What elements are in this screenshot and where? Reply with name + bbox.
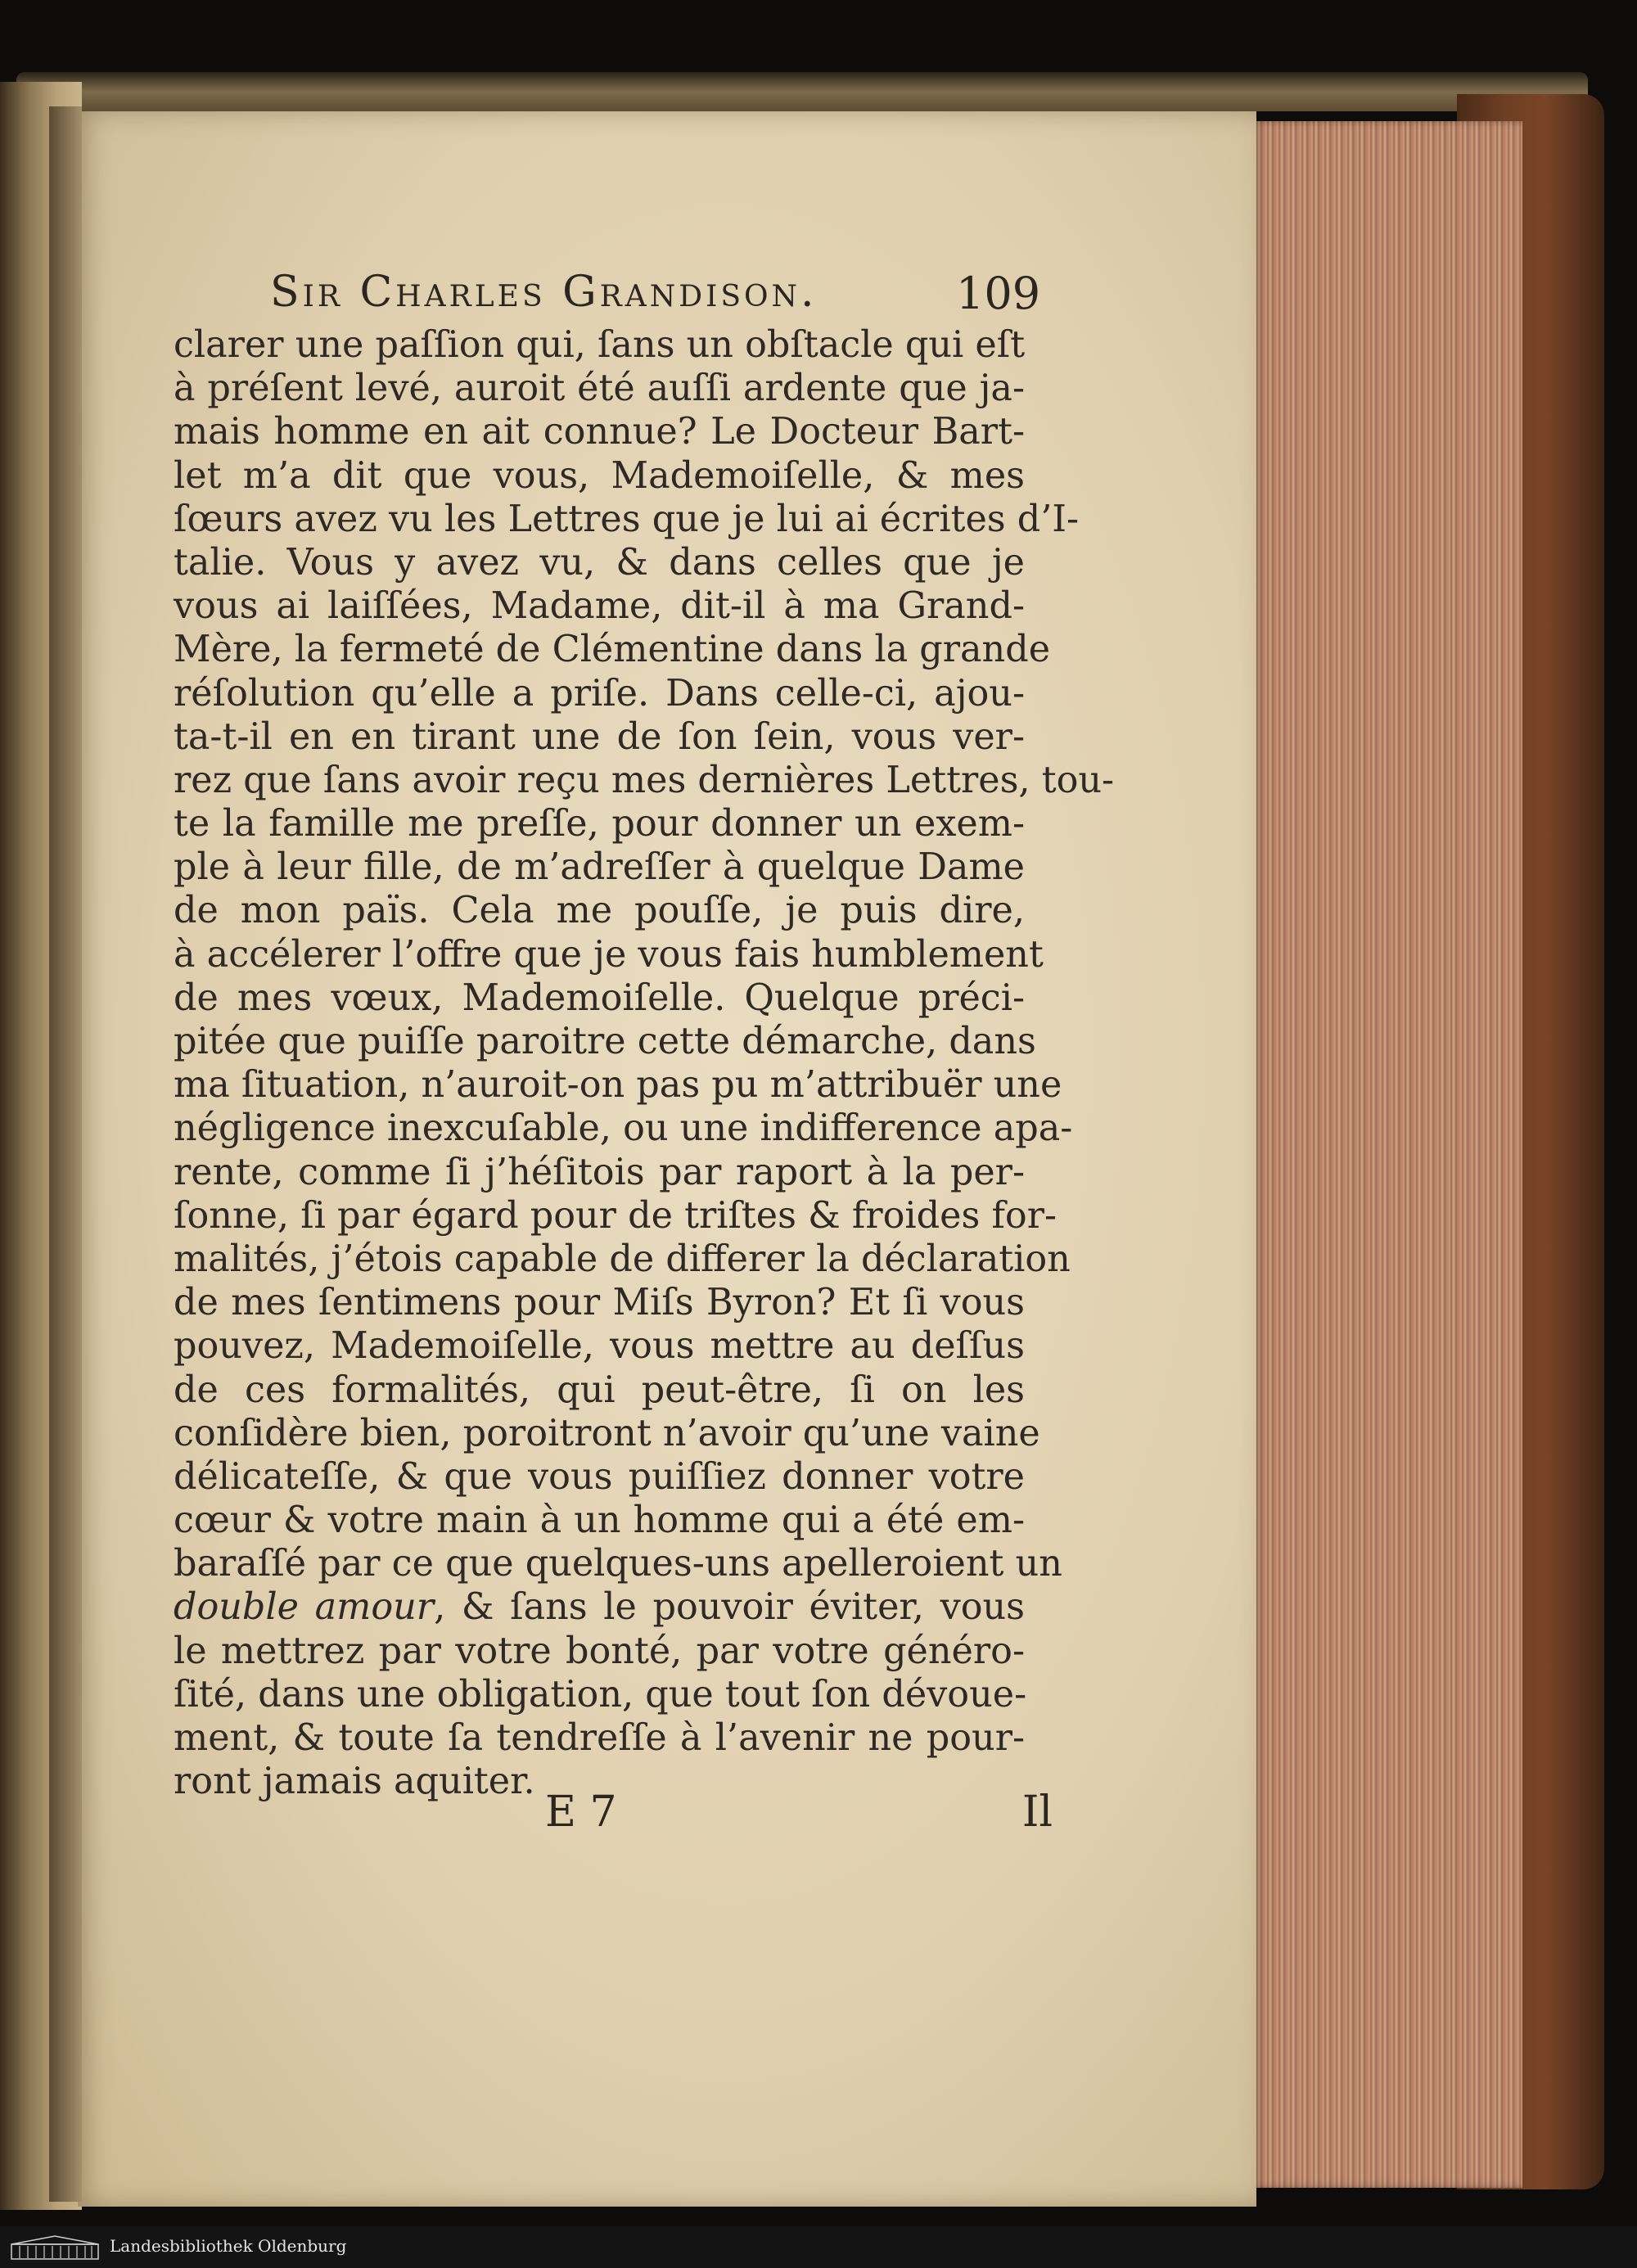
- text-line: à préſent levé, auroit été auſſi ardente que ja-: [174, 367, 1025, 410]
- library-building-icon: [10, 2234, 100, 2261]
- text-line: malités, j’étois capable de differer la déclaration: [174, 1238, 1071, 1280]
- text-line: rente, comme ſi j’héſitois par raport à la per-: [174, 1151, 1025, 1193]
- text-line: Mère, la fermeté de Clémentine dans la grande: [174, 629, 1051, 671]
- text-line: conſidère bien, poroitront n’avoir qu’une vaine: [174, 1412, 1040, 1454]
- text-line: pitée que puiſſe paroitre cette démarche, dans: [174, 1021, 1036, 1062]
- text-line-rest: , & ſans le pouvoir éviter, vous: [434, 1586, 1025, 1629]
- text-line: de mes ſentimens pour Miſs Byron? Et ſi vous: [174, 1282, 1025, 1324]
- text-line: ront jamais aquiter.: [174, 1761, 535, 1803]
- footer-bar: [0, 2226, 1637, 2268]
- book-top-edge: [16, 72, 1588, 111]
- text-line: de mes vœux, Mademoiſelle. Quelque préci-: [174, 976, 1025, 1019]
- library-name: Landesbibliothek Oldenburg: [110, 2236, 347, 2256]
- text-line: clarer une paſſion qui, ſans un obſtacle qui eſt: [174, 324, 1026, 366]
- page-fore-edge: [1252, 121, 1522, 2188]
- text-line: de mon païs. Cela me pouſſe, je puis dire,: [174, 890, 1025, 932]
- text-line: rez que ſans avoir reçu mes dernières Lettres, tou-: [174, 759, 1115, 801]
- text-line: de ces formalités, qui peut-être, ſi on les: [174, 1368, 1025, 1411]
- signature-mark: E 7: [545, 1788, 617, 1837]
- text-line: ſité, dans une obligation, que tout ſon dévoue-: [174, 1673, 1027, 1716]
- text-line: pouvez, Mademoiſelle, vous mettre au deſſus: [174, 1325, 1025, 1368]
- text-line: talie. Vous y avez vu, & dans celles que je: [174, 541, 1025, 584]
- catchword: Il: [1021, 1788, 1053, 1837]
- body-text: [174, 323, 1115, 1803]
- text-line: mais homme en ait connue? Le Docteur Bart-: [174, 411, 1025, 453]
- running-head: Sir Charles Grandison.: [270, 268, 818, 317]
- text-line: ple à leur fille, de m’adreſſer à quelque Dame: [174, 846, 1025, 889]
- text-line: ſœurs avez vu les Lettres que je lui ai écrites d’I-: [174, 498, 1080, 540]
- text-line: à accélerer l’offre que je vous fais humblement: [174, 933, 1044, 976]
- text-line: ma ſituation, n’auroit-on pas pu m’attribuër une: [174, 1064, 1062, 1107]
- text-line: ment, & toute ſa tendreſſe à l’avenir ne pour-: [174, 1717, 1025, 1759]
- text-line: négligence inexcuſable, ou une indifference apa-: [174, 1107, 1073, 1150]
- text-line: ſonne, ſi par égard pour de triſtes & froides for-: [174, 1194, 1058, 1237]
- text-line: le mettrez par votre bonté, par votre généro-: [174, 1630, 1025, 1672]
- italic-phrase: double amour: [174, 1586, 435, 1629]
- text-line: baraſſé par ce que quelques-uns apelleroient un: [174, 1543, 1062, 1585]
- text-line: délicateſſe, & que vous puiſſiez donner votre: [174, 1455, 1025, 1498]
- text-line: te la famille me preſſe, pour donner un exem-: [174, 803, 1025, 845]
- book-gutter: [49, 106, 82, 2202]
- text-line: ta-t-il en en tirant une de ſon ſein, vous ver-: [174, 715, 1025, 758]
- text-line: cœur & votre main à un homme qui a été em-: [174, 1499, 1025, 1542]
- text-line-mixed: [174, 1585, 1025, 1629]
- page-number: 109: [956, 268, 1041, 319]
- text-line: let m’a dit que vous, Mademoiſelle, & mes: [174, 454, 1025, 497]
- text-line: vous ai laiſſées, Madame, dit-il à ma Grand-: [174, 585, 1025, 628]
- text-line: réſolution qu’elle a priſe. Dans celle-ci, ajou-: [174, 672, 1025, 715]
